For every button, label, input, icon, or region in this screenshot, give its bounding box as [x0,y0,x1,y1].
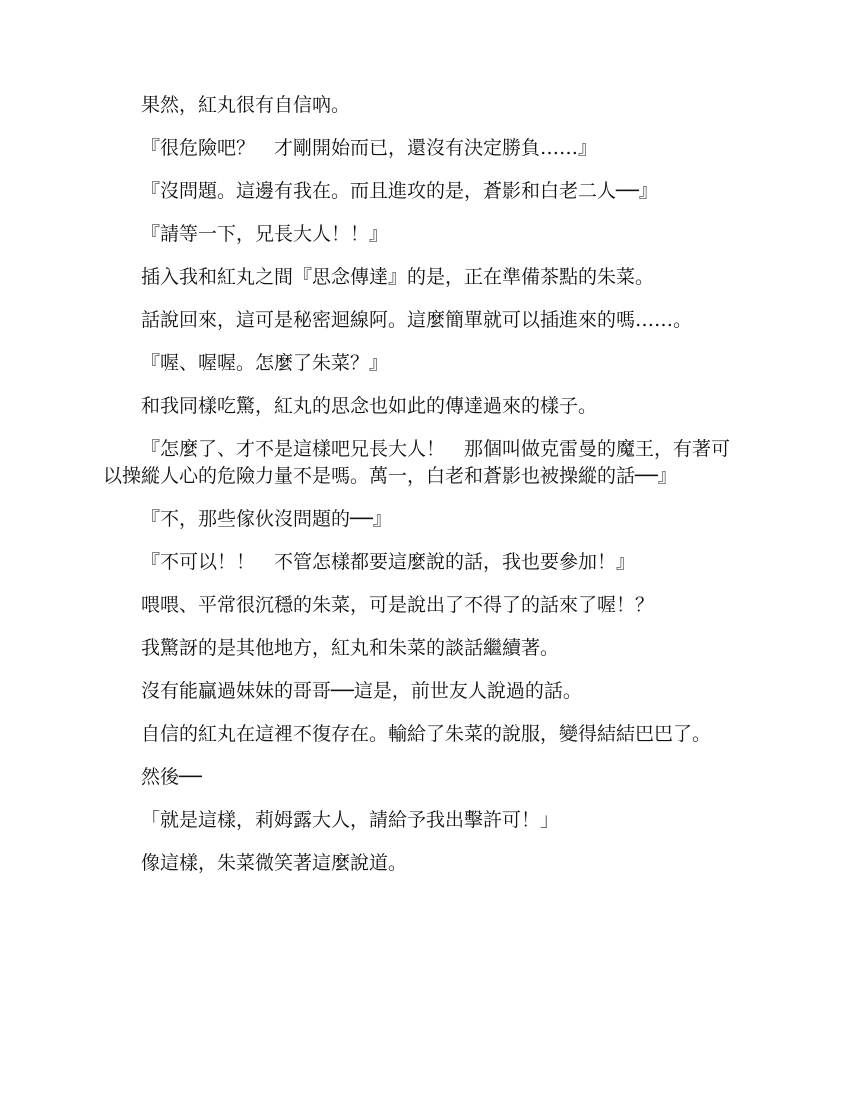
paragraph: 果然，紅丸很有自信吶。 [141,94,351,116]
paragraph: 喂喂、平常很沉穩的朱菜，可是說出了不得了的話來了喔！？ [141,594,655,616]
document-page [103,92,743,893]
paragraph: 像這樣，朱菜微笑著這麼說道。 [141,852,408,874]
paragraph: 插入我和紅丸之間『思念傳達』的是，正在準備茶點的朱菜。 [141,266,655,288]
paragraph: 自信的紅丸在這裡不復存在。輸給了朱菜的說服，變得結結巴巴了。 [141,723,712,745]
paragraph: 然後── [141,766,202,788]
paragraph: 「就是這樣，莉姆露大人，請給予我出擊許可！」 [141,809,560,831]
paragraph: 『怎麼了、才不是這樣吧兄長大人！ 那個叫做克雷曼的魔王，有著可以操縱人心的危險力量不是嗎。萬一，白老和蒼影也被操縱的話──』 [103,438,731,487]
paragraph: 『喔、喔喔。怎麼了朱菜？』 [141,352,389,374]
paragraph: 『沒問題。這邊有我在。而且進攻的是，蒼影和白老二人──』 [141,180,658,202]
paragraph: 沒有能贏過妹妹的哥哥──這是，前世友人說過的話。 [141,680,582,702]
paragraph: 話說回來，這可是秘密迴線阿。這麼簡單就可以插進來的嗎……。 [141,309,693,331]
paragraph: 『很危險吧？ 才剛開始而已，還沒有決定勝負……』 [141,137,598,159]
paragraph: 和我同樣吃驚，紅丸的思念也如此的傳達過來的樣子。 [141,395,598,417]
paragraph: 『不可以！！ 不管怎樣都要這麼說的話，我也要參加！』 [141,551,636,573]
paragraph: 我驚訝的是其他地方，紅丸和朱菜的談話繼續著。 [141,637,560,659]
paragraph: 『不，那些傢伙沒問題的──』 [141,508,392,530]
paragraph: 『請等一下，兄長大人！！』 [141,223,389,245]
